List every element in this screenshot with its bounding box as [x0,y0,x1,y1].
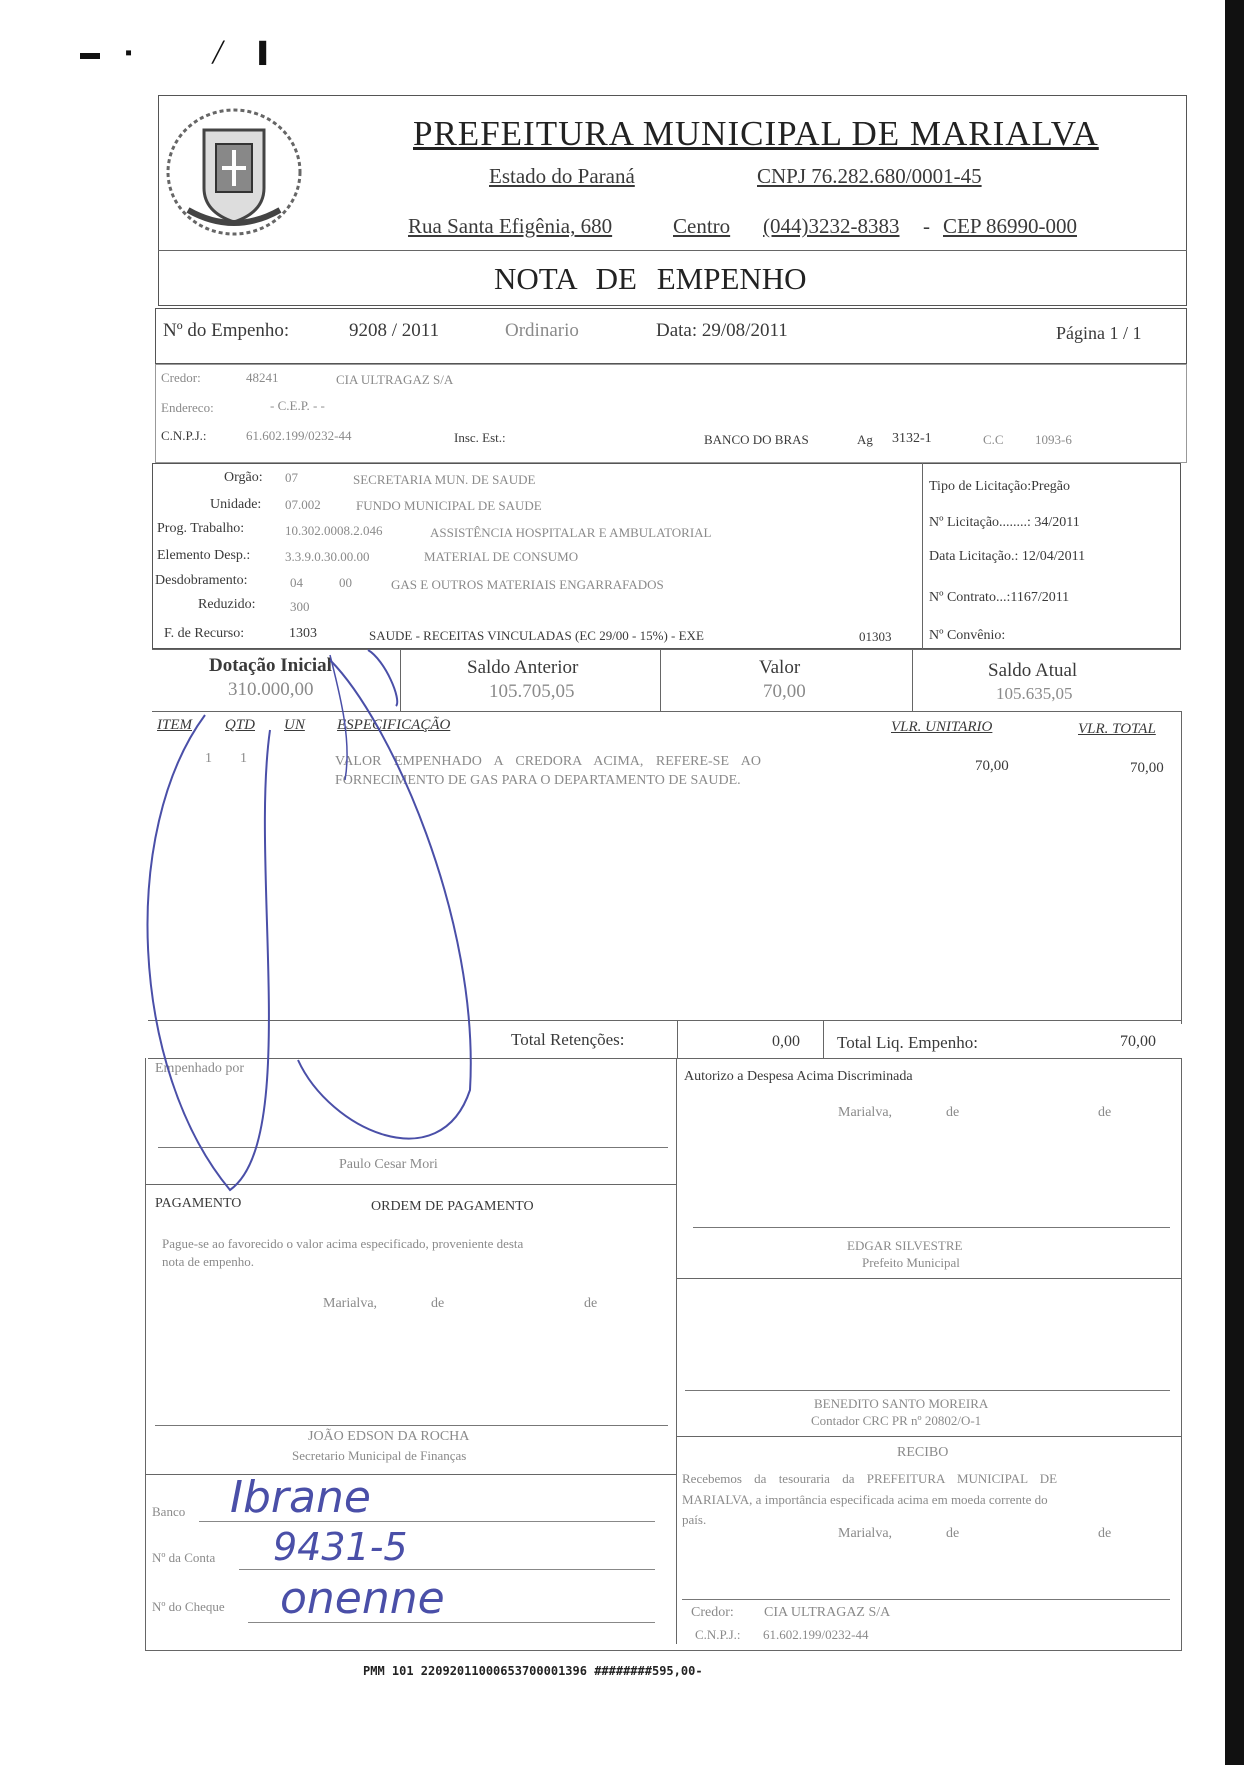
ordem-pagamento-label: ORDEM DE PAGAMENTO [371,1199,534,1214]
prog-value: 10.302.0008.2.046 [285,523,383,538]
recibo-city: Marialva, [838,1526,893,1541]
numero-convenio: Nº Convênio: [929,628,1006,643]
recibo-text-line3: país. [682,1512,707,1527]
item-number: 1 [205,751,212,766]
empenho-type: Ordinario [505,320,579,341]
prog-label: Prog. Trabalho: [157,521,245,536]
retencoes-label: Total Retenções: [511,1030,625,1049]
dotacao-value: 310.000,00 [228,679,314,700]
prog-desc: ASSISTÊNCIA HOSPITALAR E AMBULATORIAL [430,525,712,540]
insc-label: Insc. Est.: [454,430,506,445]
recurso-value: 1303 [289,626,317,641]
banco-handwriting: Ibrane [230,1472,371,1523]
col-item: ITEM [157,717,192,733]
agency: 3132-1 [892,431,932,446]
numero-contrato: Nº Contrato...:1167/2011 [929,590,1070,605]
item-spec-line1: VALOR EMPENHADO A CREDORA ACIMA, REFERE-SE AO [335,754,761,769]
agency-label: Ag [857,432,873,447]
empenho-number: 9208 / 2011 [349,320,440,341]
conta-handwriting: 9431-5 [273,1525,408,1569]
saldo-atual-value: 105.635,05 [996,684,1073,703]
contador-title: Contador CRC PR nº 20802/O-1 [811,1413,982,1428]
secretario-name: JOÃO EDSON DA ROCHA [308,1429,470,1444]
recurso-code: 01303 [859,629,892,644]
orgao-desc: SECRETARIA MUN. DE SAUDE [353,472,536,487]
bank-name: BANCO DO BRAS [704,432,809,447]
elemento-desc: MATERIAL DE CONSUMO [424,549,579,564]
prefeitura-title: PREFEITURA MUNICIPAL DE MARIALVA [413,114,1099,153]
header-cep: CEP 86990-000 [943,214,1077,238]
cheque-handwriting: onenne [280,1573,445,1624]
header-sep: - [923,214,930,238]
ordem-city: Marialva, [323,1296,378,1311]
col-spec: ESPECIFICAÇÃO [337,717,451,733]
dotacao-label: Dotação Inicial [209,655,332,676]
pagamento-label: PAGAMENTO [155,1196,242,1211]
saldo-anterior-value: 105.705,05 [489,681,575,702]
header-address: Rua Santa Efigênia, 680 [408,214,613,238]
elemento-value: 3.3.9.0.30.00.00 [285,549,370,564]
empenhado-por-name: Paulo Cesar Mori [339,1157,438,1172]
tipo-licitacao: Tipo de Licitação:Pregão [929,479,1071,494]
col-unit-value: VLR. UNITARIO [891,719,993,735]
scan-edge [1225,0,1244,1765]
desdobramento-value: 04 [290,575,303,590]
orgao-label: Orgão: [224,470,263,485]
state-label: Estado do Paraná [489,164,635,188]
col-qtd: QTD [225,717,256,733]
liquido-label: Total Liq. Empenho: [837,1033,978,1052]
data-licitacao: Data Licitação.: 12/04/2011 [929,549,1086,564]
cheque-label: Nº do Cheque [152,1599,225,1614]
ordem-text-line2: nota de empenho. [162,1254,255,1269]
desdobramento-label: Desdobramento: [155,573,248,588]
cc-label: C.C [983,432,1004,447]
unidade-label: Unidade: [210,497,262,512]
credor-code: 48241 [246,370,279,385]
credor-label: Credor: [161,370,201,385]
autorizo-de-1: de [946,1105,960,1120]
cnpj-label: C.N.P.J.: [161,428,207,443]
orgao-value: 07 [285,470,298,485]
desdobramento-sub: 00 [339,575,352,590]
item-unit-value: 70,00 [975,758,1009,774]
empenho-number-label: Nº do Empenho: [163,320,290,341]
prefeito-name: EDGAR SILVESTRE [847,1238,963,1253]
valor-value: 70,00 [763,681,806,702]
banco-label: Banco [152,1504,186,1519]
liquido-value: 70,00 [1120,1033,1156,1050]
recibo-cnpj-label: C.N.P.J.: [695,1627,741,1642]
cc-value: 1093-6 [1035,432,1072,447]
recurso-label: F. de Recurso: [164,626,245,641]
retencoes-value: 0,00 [772,1033,800,1050]
empenhado-por-label: Empenhado por [155,1061,245,1076]
recibo-text-line2: MARIALVA, a importância especificada acima em moeda corrente do [682,1492,1048,1507]
coat-of-arms-icon [160,100,308,240]
cnpj-value: 61.602.199/0232-44 [246,428,352,443]
recibo-title: RECIBO [897,1445,949,1460]
unidade-desc: FUNDO MUNICIPAL DE SAUDE [356,498,542,513]
elemento-label: Elemento Desp.: [157,548,251,563]
pen-scribble [140,640,480,1200]
recibo-de-1: de [946,1526,960,1541]
header-district: Centro [673,214,731,238]
prefeito-title: Prefeito Municipal [862,1255,960,1270]
conta-label: Nº da Conta [152,1550,216,1565]
recibo-credor-name: CIA ULTRAGAZ S/A [764,1605,891,1620]
footer-code: PMM 101 22092011000653700001396 ########595,00- [363,1664,703,1678]
credor-name: CIA ULTRAGAZ S/A [336,372,454,387]
unidade-value: 07.002 [285,497,321,512]
contador-name: BENEDITO SANTO MOREIRA [814,1396,989,1411]
recibo-text-line1: Recebemos da tesouraria da PREFEITURA MUNICIPAL DE [682,1471,1058,1486]
reduzido-value: 300 [290,599,310,614]
ordem-de-2: de [584,1296,598,1311]
secretario-title: Secretario Municipal de Finanças [292,1448,467,1463]
ordem-de-1: de [431,1296,445,1311]
document-title: NOTA DE EMPENHO [494,261,807,296]
endereco-value: - C.E.P. - - [270,398,325,413]
autorizo-de-2: de [1098,1105,1112,1120]
item-total-value: 70,00 [1130,760,1164,776]
saldo-anterior-label: Saldo Anterior [467,657,579,678]
scan-marks: ▬ ▪ ╱ ▌ [80,42,274,64]
desdobramento-desc: GAS E OUTROS MATERIAIS ENGARRAFADOS [391,577,664,592]
valor-label: Valor [759,657,801,678]
autorizo-city: Marialva, [838,1105,893,1120]
recibo-cnpj-value: 61.602.199/0232-44 [763,1627,869,1642]
ordem-text-line1: Pague-se ao favorecido o valor acima especificado, proveniente desta [162,1236,524,1251]
header-cnpj: CNPJ 76.282.680/0001-45 [757,164,982,188]
page-number: Página 1 / 1 [1056,323,1142,343]
recibo-credor-label: Credor: [691,1605,734,1620]
col-total-value: VLR. TOTAL [1078,721,1156,737]
numero-licitacao: Nº Licitação........: 34/2011 [929,515,1080,530]
empenho-date: Data: 29/08/2011 [656,320,788,341]
item-spec-line2: FORNECIMENTO DE GAS PARA O DEPARTAMENTO DE SAUDE. [335,773,741,788]
item-qtd: 1 [240,751,247,766]
recibo-de-2: de [1098,1526,1112,1541]
autorizo-text: Autorizo a Despesa Acima Discriminada [684,1069,913,1084]
reduzido-label: Reduzido: [198,597,256,612]
saldo-atual-label: Saldo Atual [988,660,1078,681]
recurso-desc: SAUDE - RECEITAS VINCULADAS (EC 29/00 - 15%) - EXE [369,628,704,643]
header-phone: (044)3232-8383 [763,214,900,238]
endereco-label: Endereco: [161,400,214,415]
col-un: UN [284,717,305,733]
